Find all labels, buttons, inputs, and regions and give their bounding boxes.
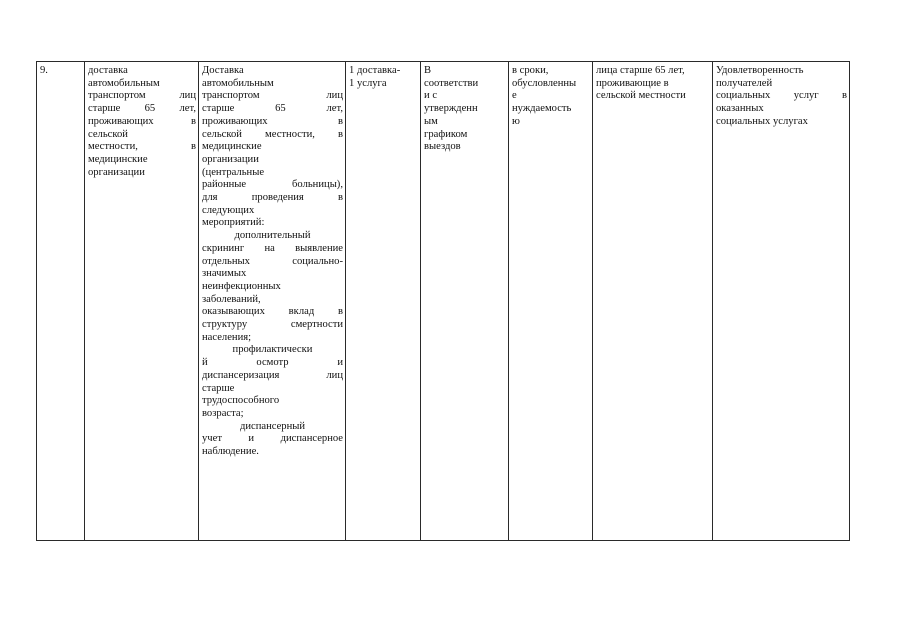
service-description-line: скрининг на выявление <box>202 242 343 254</box>
service-description-line: (центральные <box>202 166 265 178</box>
term-line: ю <box>512 115 520 127</box>
service-description-line: структуру смертности <box>202 319 343 331</box>
service-description-line: организации <box>202 153 259 165</box>
order-line: выездов <box>424 141 461 153</box>
service-name-line: транспортом лиц <box>88 90 196 102</box>
service-description-line: трудоспособного <box>202 395 280 407</box>
recipients-cell <box>593 62 713 540</box>
term-line: нуждаемость <box>512 103 572 115</box>
service-description-line: следующих <box>202 204 255 216</box>
service-name-line: автомобильным <box>88 77 160 89</box>
term-line: е <box>512 90 517 102</box>
service-description-line: неинфекционных <box>202 280 281 292</box>
row-number-cell <box>37 62 85 540</box>
service-description-line: отдельных социально- <box>202 255 343 267</box>
service-description-line: профилактически <box>232 344 313 356</box>
order-line: В <box>424 65 432 76</box>
service-description-line: заболеваний, <box>202 293 261 305</box>
recipients-line: лица старше 65 лет, <box>596 65 685 76</box>
term-line: в сроки, <box>512 65 549 76</box>
service-description-line: сельской местности, в <box>202 128 343 140</box>
service-description-line: медицинские <box>202 141 262 153</box>
unit-cell <box>346 62 421 540</box>
recipients-line: сельской местности <box>596 90 686 102</box>
service-description-line: дополнительный <box>234 230 311 242</box>
service-description-line: диспансеризация лиц <box>202 369 343 381</box>
service-description-line: мероприятий: <box>202 217 265 229</box>
term-cell <box>509 62 593 540</box>
evaluation-cell <box>713 62 849 540</box>
service-description-line: значимых <box>202 268 247 280</box>
service-name-line: организации <box>88 166 145 178</box>
service-description-line: для проведения в <box>202 192 343 204</box>
evaluation-line: Удовлетворенность <box>716 65 804 76</box>
service-description-line: оказывающих вклад в <box>202 306 343 318</box>
order-line: соответстви <box>424 77 479 89</box>
service-name-line: старше 65 лет, <box>88 103 196 115</box>
service-name-cell <box>85 62 199 540</box>
evaluation-line: оказанных <box>716 103 764 115</box>
service-name-line: местности, в <box>88 141 196 153</box>
service-description-line: диспансерный <box>239 420 306 432</box>
service-name-line: сельской <box>88 128 128 140</box>
service-name-line: проживающих в <box>88 115 196 127</box>
service-description-line: проживающих в <box>202 115 343 127</box>
service-description-line: районные больницы), <box>202 179 343 191</box>
row-number: 9. <box>40 65 48 76</box>
order-line: утвержденн <box>424 103 478 115</box>
service-description-cell <box>199 62 346 540</box>
service-name-line: доставка <box>88 65 128 76</box>
service-description-line: учет и диспансерное <box>202 433 343 445</box>
order-line: и с <box>424 90 438 102</box>
unit-line: 1 услуга <box>349 77 387 89</box>
service-description-line: транспортом лиц <box>202 90 343 102</box>
recipients-line: проживающие в <box>596 77 669 89</box>
service-description-line: автомобильным <box>202 77 274 89</box>
service-description-line: Доставка <box>202 65 244 76</box>
service-description-line: населения; <box>202 331 252 343</box>
service-name-line: медицинские <box>88 153 148 165</box>
service-table <box>36 61 850 541</box>
service-description-line: старше <box>202 382 235 394</box>
service-description-line: й осмотр и <box>202 357 343 369</box>
service-description-line: старше 65 лет, <box>202 103 343 115</box>
service-description-line: наблюдение. <box>202 446 259 458</box>
evaluation-line: социальных услугах <box>716 115 808 127</box>
order-line: ым <box>424 115 438 127</box>
order-cell <box>421 62 509 540</box>
order-line: графиком <box>424 128 468 140</box>
evaluation-line: получателей <box>716 77 773 89</box>
unit-line: 1 доставка- <box>349 65 401 76</box>
evaluation-line: социальных услуг в <box>716 90 847 102</box>
term-line: обусловленны <box>512 77 577 89</box>
service-description-line: возраста; <box>202 407 244 419</box>
